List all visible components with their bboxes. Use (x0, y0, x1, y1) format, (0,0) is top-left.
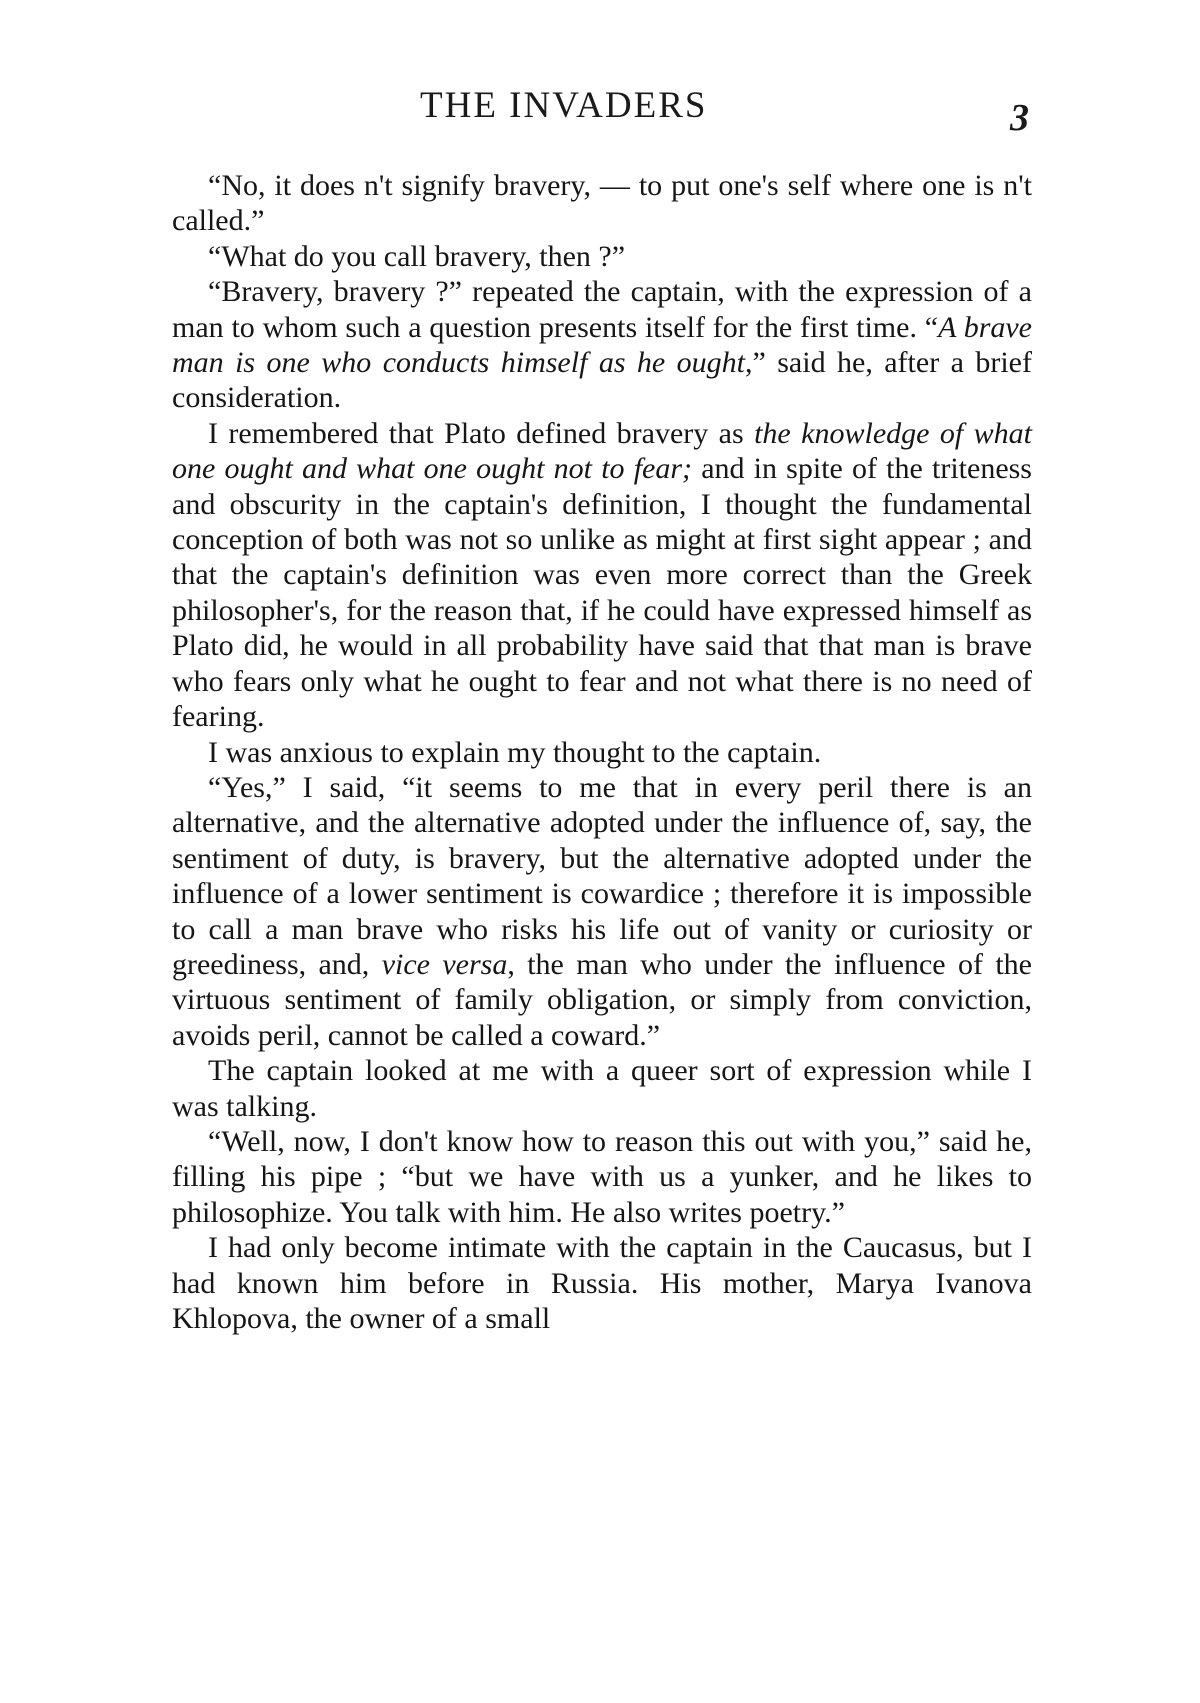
paragraph (172, 770, 1032, 1053)
paragraph (172, 416, 1032, 735)
paragraph (172, 1230, 1032, 1336)
text-run: “Well, now, I don't know how to reason this out with you,” said he, filling his pipe ; “but we have with us a yunker, and he likes to philosophize. You talk with him. He also writes poetry.” (172, 1124, 1032, 1229)
text-run: “No, it does n't signify bravery, — to put one's self where one is n't called.” (172, 169, 1032, 238)
italic-text-run: A brave man is one who conducts himself as he ought (172, 310, 1032, 380)
paragraph (172, 1053, 1032, 1124)
paragraph (172, 168, 1032, 239)
italic-text-run: the knowledge of what one ought and what one ought not to fear; (172, 416, 1032, 486)
text-run: , the man who under the influence of the virtuous sentiment of family obligation, or simply from conviction, avoids peril, cannot be called a coward.” (172, 947, 1032, 1052)
italic-text-run: vice versa (381, 947, 508, 981)
body-text (172, 168, 1032, 1336)
page-number: 3 (1010, 97, 1029, 139)
text-run: ,” said he, after a brief consideration. (172, 346, 1032, 415)
text-run: “What do you call bravery, then ?” (208, 239, 626, 273)
running-title: THE INVADERS (420, 85, 708, 126)
paragraph (172, 1124, 1032, 1230)
paragraph (172, 735, 1032, 770)
text-run: I had only become intimate with the captain in the Caucasus, but I had known him before in Russia. His mother, Marya Ivanova Khlopova, the owner of a small (172, 1231, 1032, 1335)
text-run: I was anxious to explain my thought to the captain. (208, 735, 822, 769)
text-run: The captain looked at me with a queer sort of expression while I was talking. (172, 1054, 1032, 1123)
paragraph (172, 239, 1032, 274)
paragraph (172, 274, 1032, 416)
text-run: and in spite of the triteness and obscurity in the captain's definition, I thought the fundamental conception of both was not so unlike as might at first sight appear ; and that the captain's definition was even more correct than the Greek philosopher's, for the reason that, if he could have expressed himself as Plato did, he would in all probability have said that that man is brave who fears only what he ought to fear and not what there is no need of fearing. (172, 452, 1032, 734)
text-run: “Yes,” I said, “it seems to me that in every peril there is an alternative, and the alternative adopted under the influence of, say, the sentiment of duty, is bravery, but the alternative adopted under the influence of a lower sentiment is cowardice ; therefore it is impossible to call a man brave who risks his life out of vanity or curiosity or greediness, and, (172, 770, 1032, 981)
text-run: “Bravery, bravery ?” repeated the captain, with the expression of a man to whom such a question presents itself for the first time. “ (172, 275, 1032, 344)
text-run: I remembered that Plato defined bravery as (208, 416, 755, 450)
